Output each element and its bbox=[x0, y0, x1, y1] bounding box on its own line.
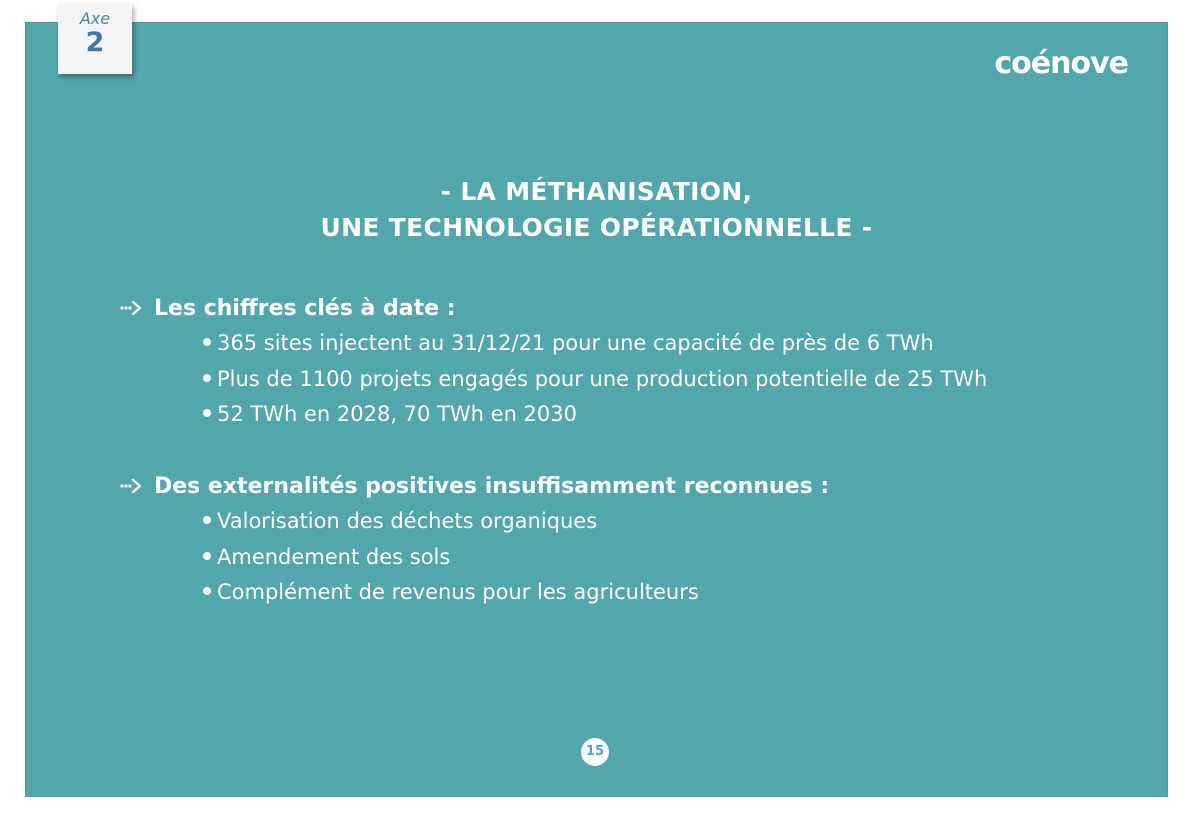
section-key-figures bbox=[120, 290, 987, 433]
dotted-arrow-icon bbox=[120, 478, 146, 494]
section-heading bbox=[120, 468, 829, 504]
list-item bbox=[203, 575, 829, 611]
list-item-text: Amendement des sols bbox=[217, 544, 451, 569]
axe-tab bbox=[58, 4, 132, 74]
list-item-text: 52 TWh en 2028, 70 TWh en 2030 bbox=[217, 402, 577, 426]
list-item-text: 365 sites injectent au 31/12/21 pour une capacité de près de 6 TWh bbox=[217, 331, 934, 355]
list-item bbox=[203, 540, 829, 576]
slide bbox=[25, 22, 1168, 797]
section-heading-text: Des externalités positives insuffisamment reconnues : bbox=[154, 473, 830, 499]
bullet-list bbox=[120, 504, 829, 611]
bullet-icon bbox=[203, 587, 211, 595]
slide-title-line-1: - LA MÉTHANISATION, bbox=[440, 177, 753, 206]
axe-number: 2 bbox=[85, 27, 105, 58]
bullet-icon bbox=[203, 516, 211, 524]
list-item bbox=[203, 362, 987, 398]
list-item-text: Plus de 1100 projets engagés pour une production potentielle de 25 TWh bbox=[217, 366, 988, 391]
bullet-icon bbox=[203, 374, 211, 382]
list-item bbox=[203, 504, 829, 540]
bullet-icon bbox=[203, 338, 211, 346]
dotted-arrow-icon bbox=[120, 300, 146, 316]
list-item bbox=[203, 397, 987, 433]
bullet-list bbox=[120, 326, 987, 433]
section-externalities bbox=[120, 468, 829, 611]
list-item-text: Complément de revenus pour les agriculteurs bbox=[217, 580, 699, 604]
brand-logo: coénove bbox=[994, 46, 1128, 81]
section-heading-text: Les chiffres clés à date : bbox=[154, 295, 456, 321]
slide-title-line-2: UNE TECHNOLOGIE OPÉRATIONNELLE - bbox=[320, 213, 873, 242]
page-number: 15 bbox=[581, 738, 609, 766]
bullet-icon bbox=[203, 409, 211, 417]
bullet-icon bbox=[203, 552, 211, 560]
list-item-text: Valorisation des déchets organiques bbox=[217, 509, 598, 533]
list-item bbox=[203, 326, 987, 362]
section-heading bbox=[120, 290, 987, 326]
axe-label: Axe bbox=[79, 9, 111, 28]
slide-title bbox=[25, 174, 1168, 246]
